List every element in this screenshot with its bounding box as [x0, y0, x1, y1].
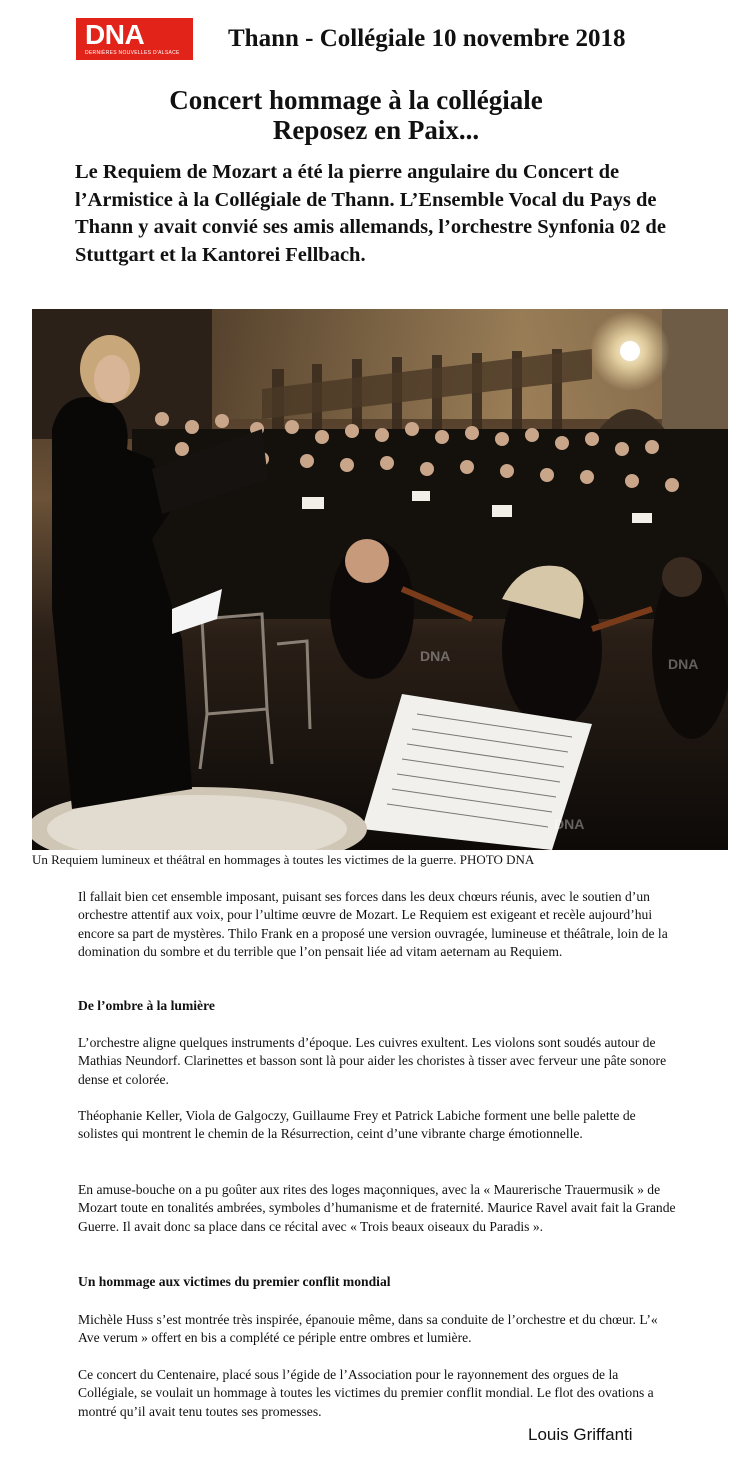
photo-caption: Un Requiem lumineux et théâtral en hommages à toutes les victimes de la guerre. PHOTO DNA — [32, 852, 535, 867]
logo-text: DNA — [85, 19, 145, 50]
logo-subtitle: DERNIÈRES NOUVELLES D'ALSACE — [85, 50, 180, 56]
article-subtitle: Reposez en Paix... — [272, 115, 480, 145]
body-paragraph: Ce concert du Centenaire, placé sous l’égide de l’Association pour le rayonnement des orgues de la Collégiale, se voulait un hommage à toutes les victimes du premier conflit mondial. Le flot des ovations a montré qu’il avait tenu toutes ses promesses. — [78, 1367, 654, 1419]
lead-paragraph: Le Requiem de Mozart a été la pierre angulaire du Concert de l’Armistice à la Collégiale de Thann. L’Ensemble Vocal du Pays de Thann y avait convié ses amis allemands, l’orchestre Synfonia 02 de Stuttgart et la Kantorei Fellbach. — [75, 161, 666, 266]
body-paragraph: Michèle Huss s’est montrée très inspirée, épanouie même, dans sa conduite de l’orchestre et du chœur. L’« Ave verum » offert en bis a complété ce périple entre ombres et lumière. — [78, 1312, 658, 1346]
body-paragraph: L’orchestre aligne quelques instruments d’époque. Les cuivres exultent. Les violons sont soudés autour de Mathias Neundorf. Clarinettes et basson sont là pour aider les choristes à tisser avec ferveur une pâte sonore dense et colorée. — [78, 1035, 667, 1087]
section-heading: De l’ombre à la lumière — [78, 998, 215, 1013]
section-heading: Un hommage aux victimes du premier conflit mondial — [78, 1274, 391, 1289]
concert-photo — [32, 309, 728, 850]
body-paragraph: Il fallait bien cet ensemble imposant, puisant ses forces dans les deux chœurs réunis, avec le soutien d’un orchestre attentif aux voix, pour l’ultime œuvre de Mozart. Le Requiem est exigeant et recèle aujourd’hui encore sa part de mystères. Thilo Frank en a proposé une version ouvragée, lumineuse et théâtrale, loin de la domination du sombre et du terrible que l’on pensait liée ad vitam aeternam au Requiem. — [78, 889, 668, 960]
author-byline: Louis Griffanti — [528, 1425, 633, 1444]
dateline: Thann - Collégiale 10 novembre 2018 — [228, 25, 626, 52]
photo-watermark: DNA — [420, 648, 451, 664]
photo-watermark: DNA — [668, 656, 699, 672]
body-paragraph: Théophanie Keller, Viola de Galgoczy, Guillaume Frey et Patrick Labiche forment une belle palette de solistes qui montrent le chemin de la Résurrection, ceint d’une vibrante charge émotionnelle. — [78, 1108, 636, 1142]
photo-watermark: DNA — [554, 816, 585, 832]
article-title: Concert hommage à la collégiale — [169, 85, 543, 115]
body-paragraph: En amuse-bouche on a pu goûter aux rites des loges maçonniques, avec la « Maurerische Trauermusik » de Mozart toute en tonalités ambrées, symboles d’humanisme et de fraternité. Maurice Ravel avait fait la Grande Guerre. Il avait donc sa place dans ce récital avec « Trois beaux oiseaux du Paradis ». — [78, 1182, 676, 1234]
dna-logo — [76, 18, 193, 60]
